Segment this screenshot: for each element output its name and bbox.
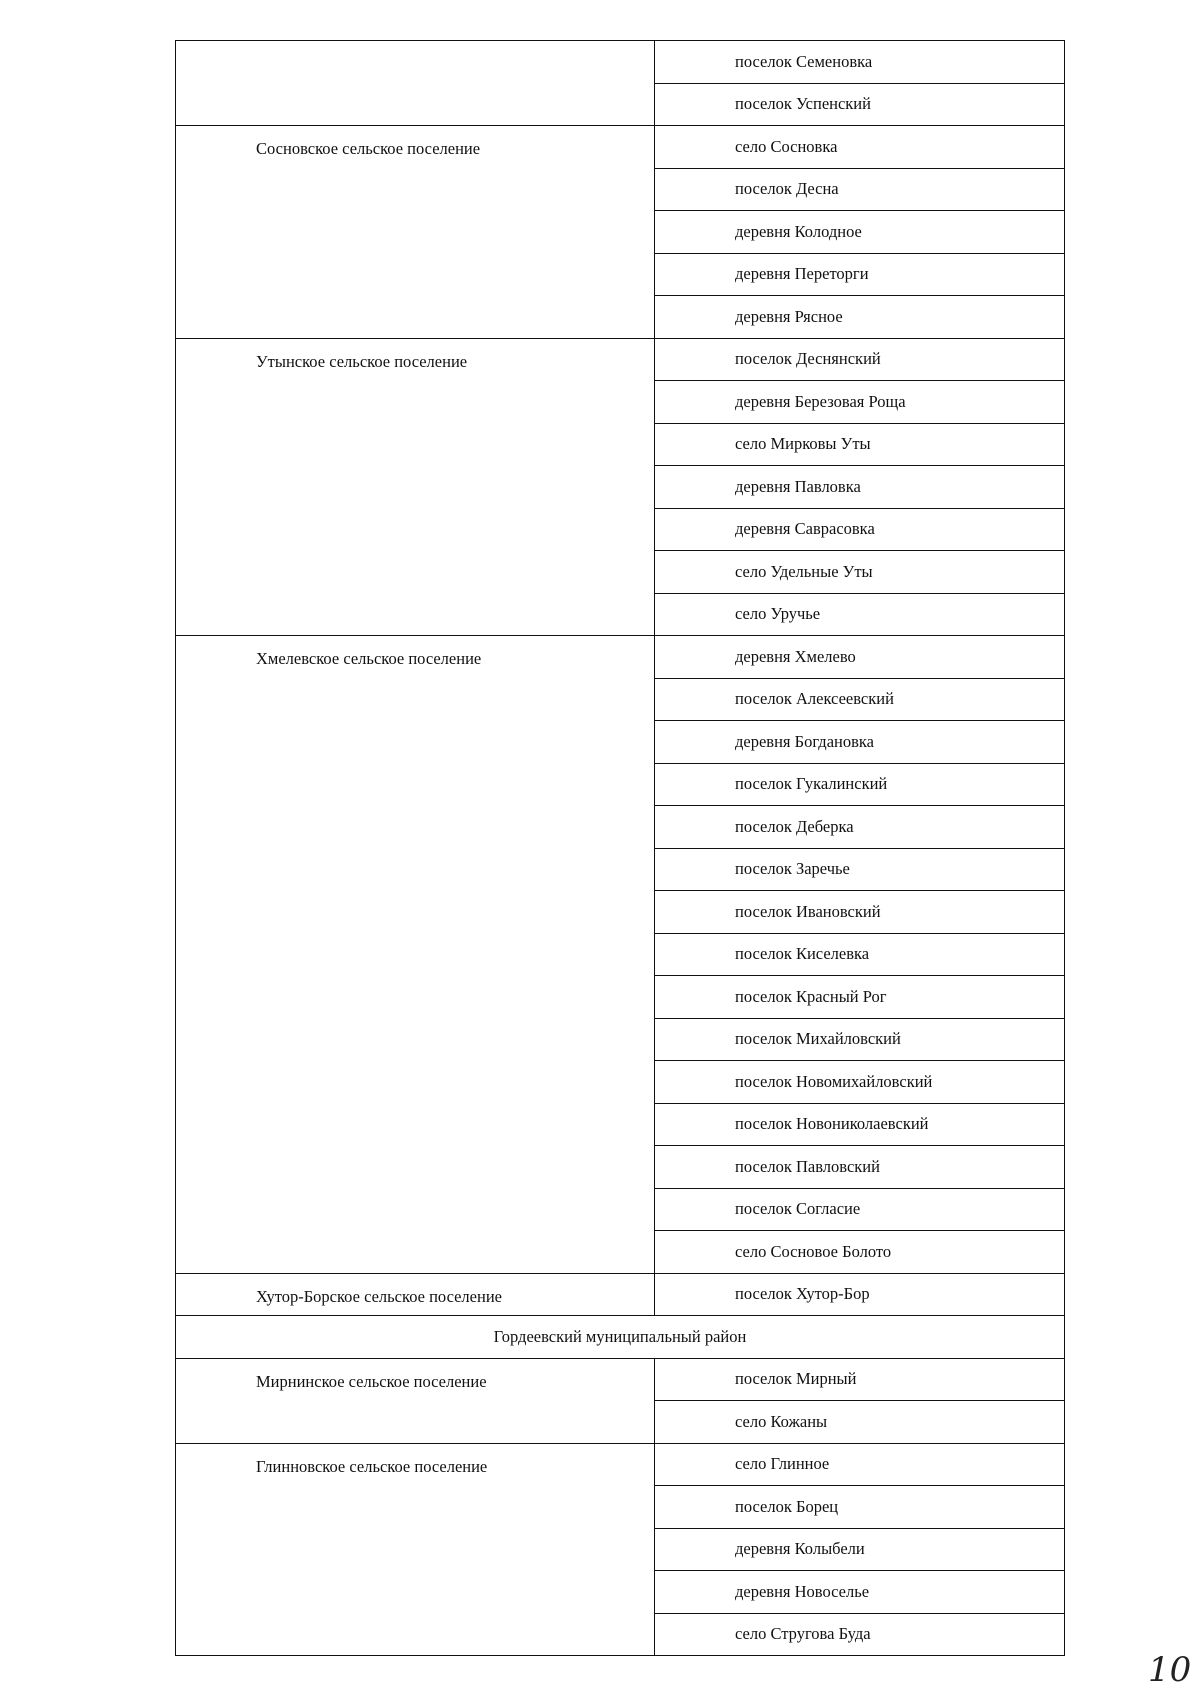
settlement-name: Утынское сельское поселение xyxy=(176,338,655,636)
village-name: деревня Колодное xyxy=(655,211,1065,254)
table-row xyxy=(176,636,1065,679)
village-name: село Уручье xyxy=(655,593,1065,636)
settlement-name: Хутор-Борское сельское поселение xyxy=(176,1273,655,1316)
table-row xyxy=(176,126,1065,169)
settlements-table xyxy=(175,40,1065,1656)
village-name: деревня Саврасовка xyxy=(655,508,1065,551)
village-name: село Мирковы Уты xyxy=(655,423,1065,466)
settlement-name: Хмелевское сельское поселение xyxy=(176,636,655,1274)
district-name: Гордеевский муниципальный район xyxy=(176,1316,1065,1359)
village-name: поселок Десна xyxy=(655,168,1065,211)
village-name: поселок Новониколаевский xyxy=(655,1103,1065,1146)
table-row xyxy=(176,41,1065,84)
village-name: деревня Колыбели xyxy=(655,1528,1065,1571)
village-name: село Сосновка xyxy=(655,126,1065,169)
village-name: поселок Алексеевский xyxy=(655,678,1065,721)
village-name: деревня Хмелево xyxy=(655,636,1065,679)
village-name: село Глинное xyxy=(655,1443,1065,1486)
village-name: поселок Павловский xyxy=(655,1146,1065,1189)
table-row xyxy=(176,1443,1065,1486)
village-name: поселок Семеновка xyxy=(655,41,1065,84)
village-name: поселок Деснянский xyxy=(655,338,1065,381)
village-name: деревня Переторги xyxy=(655,253,1065,296)
village-name: поселок Новомихайловский xyxy=(655,1061,1065,1104)
village-name: деревня Рясное xyxy=(655,296,1065,339)
village-name: поселок Согласие xyxy=(655,1188,1065,1231)
village-name: деревня Березовая Роща xyxy=(655,381,1065,424)
settlements-table-body xyxy=(176,41,1065,1656)
village-name: поселок Ивановский xyxy=(655,891,1065,934)
settlement-name: Мирнинское сельское поселение xyxy=(176,1358,655,1443)
village-name: поселок Мирный xyxy=(655,1358,1065,1401)
village-name: село Удельные Уты xyxy=(655,551,1065,594)
table-row xyxy=(176,1273,1065,1316)
table-row xyxy=(176,338,1065,381)
settlement-name: Глинновское сельское поселение xyxy=(176,1443,655,1656)
village-name: деревня Павловка xyxy=(655,466,1065,509)
village-name: поселок Хутор-Бор xyxy=(655,1273,1065,1316)
village-name: деревня Богдановка xyxy=(655,721,1065,764)
village-name: поселок Заречье xyxy=(655,848,1065,891)
village-name: село Стругова Буда xyxy=(655,1613,1065,1656)
settlement-name: Сосновское сельское поселение xyxy=(176,126,655,339)
settlements-table-container xyxy=(175,40,1065,1656)
village-name: поселок Гукалинский xyxy=(655,763,1065,806)
village-name: село Кожаны xyxy=(655,1401,1065,1444)
district-row xyxy=(176,1316,1065,1359)
village-name: деревня Новоселье xyxy=(655,1571,1065,1614)
page-number: 10 xyxy=(1148,1650,1192,1690)
village-name: село Сосновое Болото xyxy=(655,1231,1065,1274)
table-row xyxy=(176,1358,1065,1401)
village-name: поселок Успенский xyxy=(655,83,1065,126)
settlement-name xyxy=(176,41,655,126)
village-name: поселок Борец xyxy=(655,1486,1065,1529)
village-name: поселок Михайловский xyxy=(655,1018,1065,1061)
village-name: поселок Деберка xyxy=(655,806,1065,849)
village-name: поселок Киселевка xyxy=(655,933,1065,976)
village-name: поселок Красный Рог xyxy=(655,976,1065,1019)
